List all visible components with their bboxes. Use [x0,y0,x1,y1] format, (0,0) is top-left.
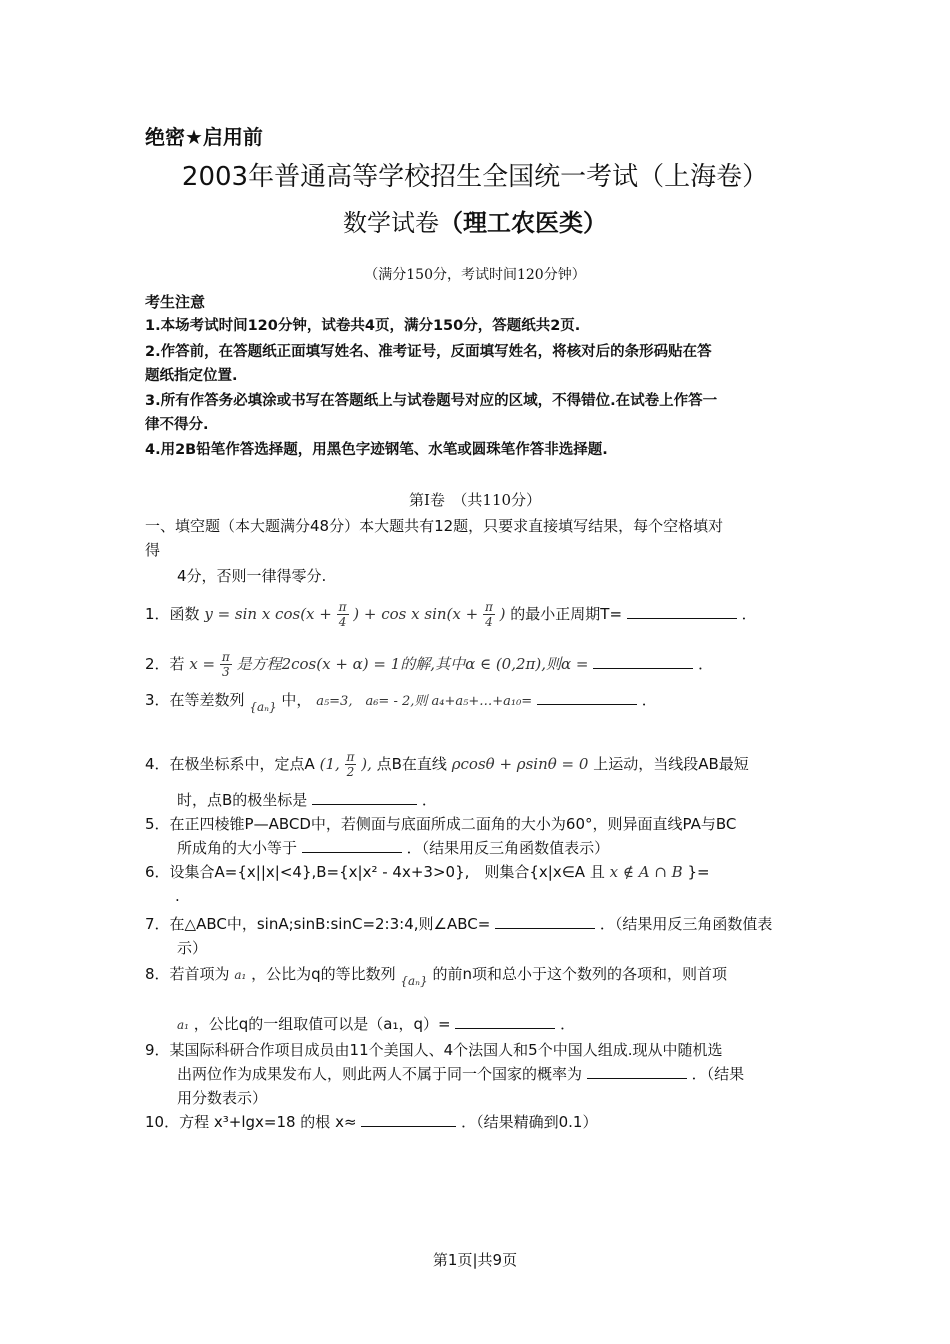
question-6-cont: . [175,887,180,905]
q1-frac2-num: π [484,600,493,614]
q4-text-b: 上运动，当线段AB最短 [593,755,749,773]
question-3 [145,690,657,717]
q4-math-b: ), [361,755,372,773]
notice-item-3-cont: 律不得分. [145,417,209,433]
q8-sequence: {aₙ} [400,974,428,988]
q1-text: 的最小正周期T= [510,605,623,623]
q7-answer-blank[interactable] [495,914,595,929]
question-8-cont [177,1014,575,1035]
q3-math: a₅=3, a₆= - 2,则 a₄+a₅+…+a₁₀= [316,694,533,709]
q10-answer-blank[interactable] [361,1112,456,1127]
q10-text-a: 10．方程 x³+lgx=18 的根 x≈ [145,1113,357,1131]
q4-frac-den: 2 [346,765,355,779]
q1-math-c: ) [499,605,506,623]
question-5-cont [177,838,609,858]
question-9-cont-2: 用分数表示） [177,1089,268,1107]
q2-frac-num: π [221,650,230,664]
question-8 [145,964,727,991]
q8-text-a: 8．若首项为 [145,965,230,983]
q4-math-c: ρcosθ + ρsinθ = 0 [451,755,589,773]
q1-answer-blank[interactable] [627,604,737,619]
q3-label: 3．在等差数列 [145,691,245,709]
q6-math: x ∉ A ∩ B [609,863,683,881]
q8-a1-second: a₁ [177,1018,189,1032]
q8-answer-blank[interactable] [455,1014,555,1029]
q2-fraction [220,650,232,679]
q6-text-b: }= [687,863,710,881]
q2-label: 2．若 [145,655,185,673]
q3-sequence: {aₙ} [249,700,277,714]
q8-text-c: 的前n项和总小于这个数列的各项和，则首项 [432,965,727,983]
exam-subtitle [0,207,950,239]
q4-frac-num: π [346,750,355,764]
question-9: 9．某国际科研合作项目成员由11个美国人、4个法国人和5个中国人组成.现从中随机选 [145,1041,723,1059]
q1-frac1-num: π [338,600,347,614]
section-intro-line-1: 一、填空题（本大题满分48分）本大题共有12题，只要求直接填写结果，每个空格填对 [145,517,724,535]
notice-item-1: 1.本场考试时间120分钟，试卷共4页，满分150分，答题纸共2页. [145,318,581,334]
q2-math-b: 是方程2cos(x + α) = 1的解,其中α ∈ (0,2π),则α = [236,655,589,673]
q4-math-a: (1, [319,755,340,773]
q5-text-b: 所成角的大小等于 [177,839,298,857]
q9-text-b: 出两位作为成果发布人，则此两人不属于同一个国家的概率为 [177,1065,583,1083]
q8-text-d: ，公比q的一组取值可以是（a₁，q）= [193,1015,451,1033]
exam-title: 2003年普通高等学校招生全国统一考试（上海卷） [181,162,769,192]
q7-text-a: 7．在△ABC中，sinA;sinB:sinC=2:3:4,则∠ABC= [145,915,491,933]
notice-item-2: 2.作答前，在答题纸正面填写姓名、准考证号，反面填写姓名，将核对后的条形码贴在答 [145,344,712,360]
q9-text-c: ．（结果 [691,1065,745,1083]
q1-math-a: y = sin x cos(x + [204,605,332,623]
q1-fraction-1 [337,600,349,629]
notice-item-2-cont: 题纸指定位置. [145,368,238,384]
notice-item-3: 3.所有作答务必填涂或书写在答题纸上与试卷题号对应的区域，不得错位.在试卷上作答一 [145,393,718,409]
q1-frac1-den: 4 [338,615,347,629]
q7-text-b: ．（结果用反三角函数值表 [599,915,773,933]
q1-label: 1．函数 [145,605,200,623]
q6-text-a: 6．设集合A={x||x|<4},B={x|x² - 4x+3>0}, 则集合{x|x∈A 且 [145,863,605,881]
page-footer: 第1页|共9页 [432,1251,518,1269]
section-intro-line-2: 得 [145,541,161,559]
q4-end: ． [421,791,437,809]
question-7-cont: 示） [177,939,208,957]
q2-math-a: x = [189,655,216,673]
q2-answer-blank[interactable] [593,654,693,669]
question-6 [145,862,710,882]
q2-end: ． [698,655,714,673]
q4-fraction [345,750,357,779]
q8-text-b: ，公比为q的等比数列 [251,965,396,983]
secret-label: 绝密★启用前 [145,125,263,149]
question-5: 5．在正四棱锥P—ABCD中，若侧面与底面所成二面角的大小为60°，则异面直线PA与BC [145,815,737,833]
q10-text-b: ．（结果精确到0.1） [461,1113,598,1131]
q8-a1: a₁ [234,968,247,982]
question-4-cont [177,790,437,810]
q1-fraction-2 [483,600,495,629]
q4-label: 4．在极坐标系中，定点A [145,755,315,773]
question-1 [145,600,757,629]
section-intro-line-3: 4分，否则一律得零分. [177,567,327,585]
q8-end: ． [560,1015,576,1033]
q2-frac-den: 3 [222,665,230,679]
q4-answer-blank[interactable] [312,790,417,805]
question-9-cont [177,1064,744,1084]
section-heading: 第Ⅰ卷 （共110分） [408,491,542,509]
question-7 [145,914,772,934]
q3-text: 中， [281,691,312,709]
question-4 [145,750,749,779]
subtitle-category: （理工农医类） [439,209,607,237]
q4-text-a: 点B在直线 [376,755,447,773]
q5-answer-blank[interactable] [302,838,402,853]
q4-text-c: 时，点B的极坐标是 [177,791,308,809]
q1-math-b: ) + cos x sin(x + [353,605,479,623]
q5-text-c: ．（结果用反三角函数值表示） [406,839,610,857]
question-2 [145,650,713,679]
q1-frac2-den: 4 [485,615,493,629]
subtitle-main: 数学试卷 [343,209,439,237]
q9-answer-blank[interactable] [587,1064,687,1079]
full-score-note: （满分150分，考试时间120分钟） [364,267,586,283]
notice-item-4: 4.用2B铅笔作答选择题，用黑色字迹钢笔、水笔或圆珠笔作答非选择题. [145,442,608,458]
q3-answer-blank[interactable] [537,690,637,705]
question-10 [145,1112,597,1132]
q3-end: ． [641,691,657,709]
q1-end: ． [741,605,757,623]
notice-heading: 考生注意 [145,293,206,311]
